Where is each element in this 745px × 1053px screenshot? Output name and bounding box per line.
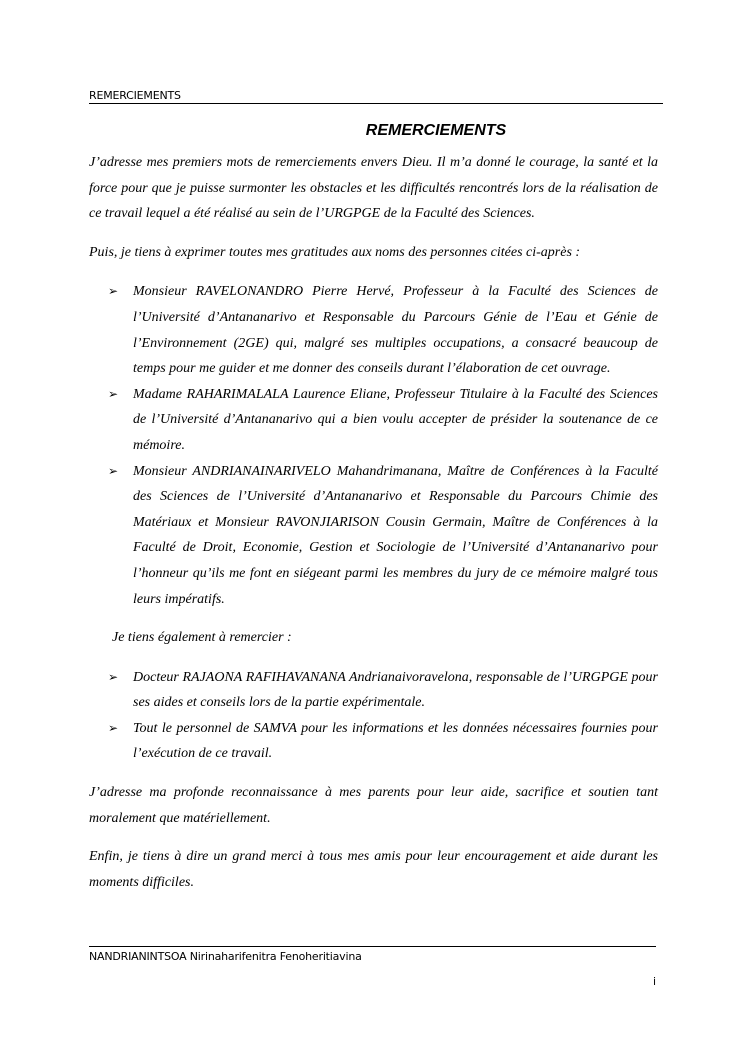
- intro-paragraph: J’adresse mes premiers mots de remerciements envers Dieu. Il m’a donné le courage, la santé et la force pour que je puisse surmonter les obstacles et les difficultés rencontrés lors de la réalisation de ce travail lequel a été réalisé au sein de l’URGPGE de la Faculté des Sciences.: [89, 155, 658, 222]
- friends-paragraph: Enfin, je tiens à dire un grand merci à tous mes amis pour leur encouragement et aide durant les moments difficiles.: [89, 849, 658, 890]
- arrow-bullet-icon: ➢: [108, 669, 119, 684]
- jury-list: [89, 279, 658, 612]
- running-footer: NANDRIANINTSOA Nirinaharifenitra Fenoheritiavina: [89, 946, 656, 964]
- page-title: REMERCIEMENTS: [365, 122, 507, 139]
- list-item-text: Docteur RAJAONA RAFIHAVANANA Andrianaivoravelona, responsable de l’URGPGE pour ses aides et conseils lors de la partie expérimentale.: [133, 669, 658, 711]
- arrow-bullet-icon: ➢: [108, 463, 119, 478]
- list-item: [108, 459, 658, 613]
- list-item: [108, 382, 658, 459]
- gratitude-paragraph: Puis, je tiens à exprimer toutes mes gratitudes aux noms des personnes citées ci-après :: [89, 244, 581, 260]
- parents-paragraph: J’adresse ma profonde reconnaissance à mes parents pour leur aide, sacrifice et soutien tant moralement que matériellement.: [89, 785, 658, 826]
- list-item: [108, 279, 658, 381]
- list-item: [108, 665, 658, 716]
- arrow-bullet-icon: ➢: [108, 284, 119, 299]
- list-item-text: Monsieur ANDRIANAINARIVELO Mahandrimanana, Maître de Conférences à la Faculté des Sciences de l’Université d’Antananarivo et Responsable du Parcours Chimie des Matériaux et Monsieur RAVONJIARISON Cousin Germain, Maître de Conférences à la Faculté de Droit, Economie, Gestion et Sociologie de l’Université d’Antananarivo pour l’honneur qu’ils me font en siégeant parmi les membres du jury de ce mémoire malgré tous leurs impératifs.: [133, 463, 658, 607]
- arrow-bullet-icon: ➢: [108, 386, 119, 401]
- arrow-bullet-icon: ➢: [108, 720, 119, 735]
- list-item-text: Tout le personnel de SAMVA pour les informations et les données nécessaires fournies pour l’exécution de ce travail.: [133, 720, 658, 762]
- list-item: [108, 716, 658, 767]
- list-item-text: Madame RAHARIMALALA Laurence Eliane, Professeur Titulaire à la Faculté des Sciences de l’Université d’Antananarivo qui a bien voulu accepter de présider la soutenance de ce mémoire.: [133, 386, 658, 453]
- running-header: REMERCIEMENTS: [89, 89, 663, 104]
- also-thank-paragraph: Je tiens également à remercier :: [112, 630, 292, 646]
- list-item-text: Monsieur RAVELONANDRO Pierre Hervé, Professeur à la Faculté des Sciences de l’Université d’Antananarivo et Responsable du Parcours Génie de l’Eau et Génie de l’Environnement (2GE) qui, malgré ses multiples occupations, a consacré beaucoup de temps pour me guider et me donner des conseils durant l’élaboration de cet ouvrage.: [133, 284, 658, 377]
- body-text: [89, 150, 658, 908]
- page-number: i: [652, 975, 656, 988]
- other-thanks-list: [89, 665, 658, 767]
